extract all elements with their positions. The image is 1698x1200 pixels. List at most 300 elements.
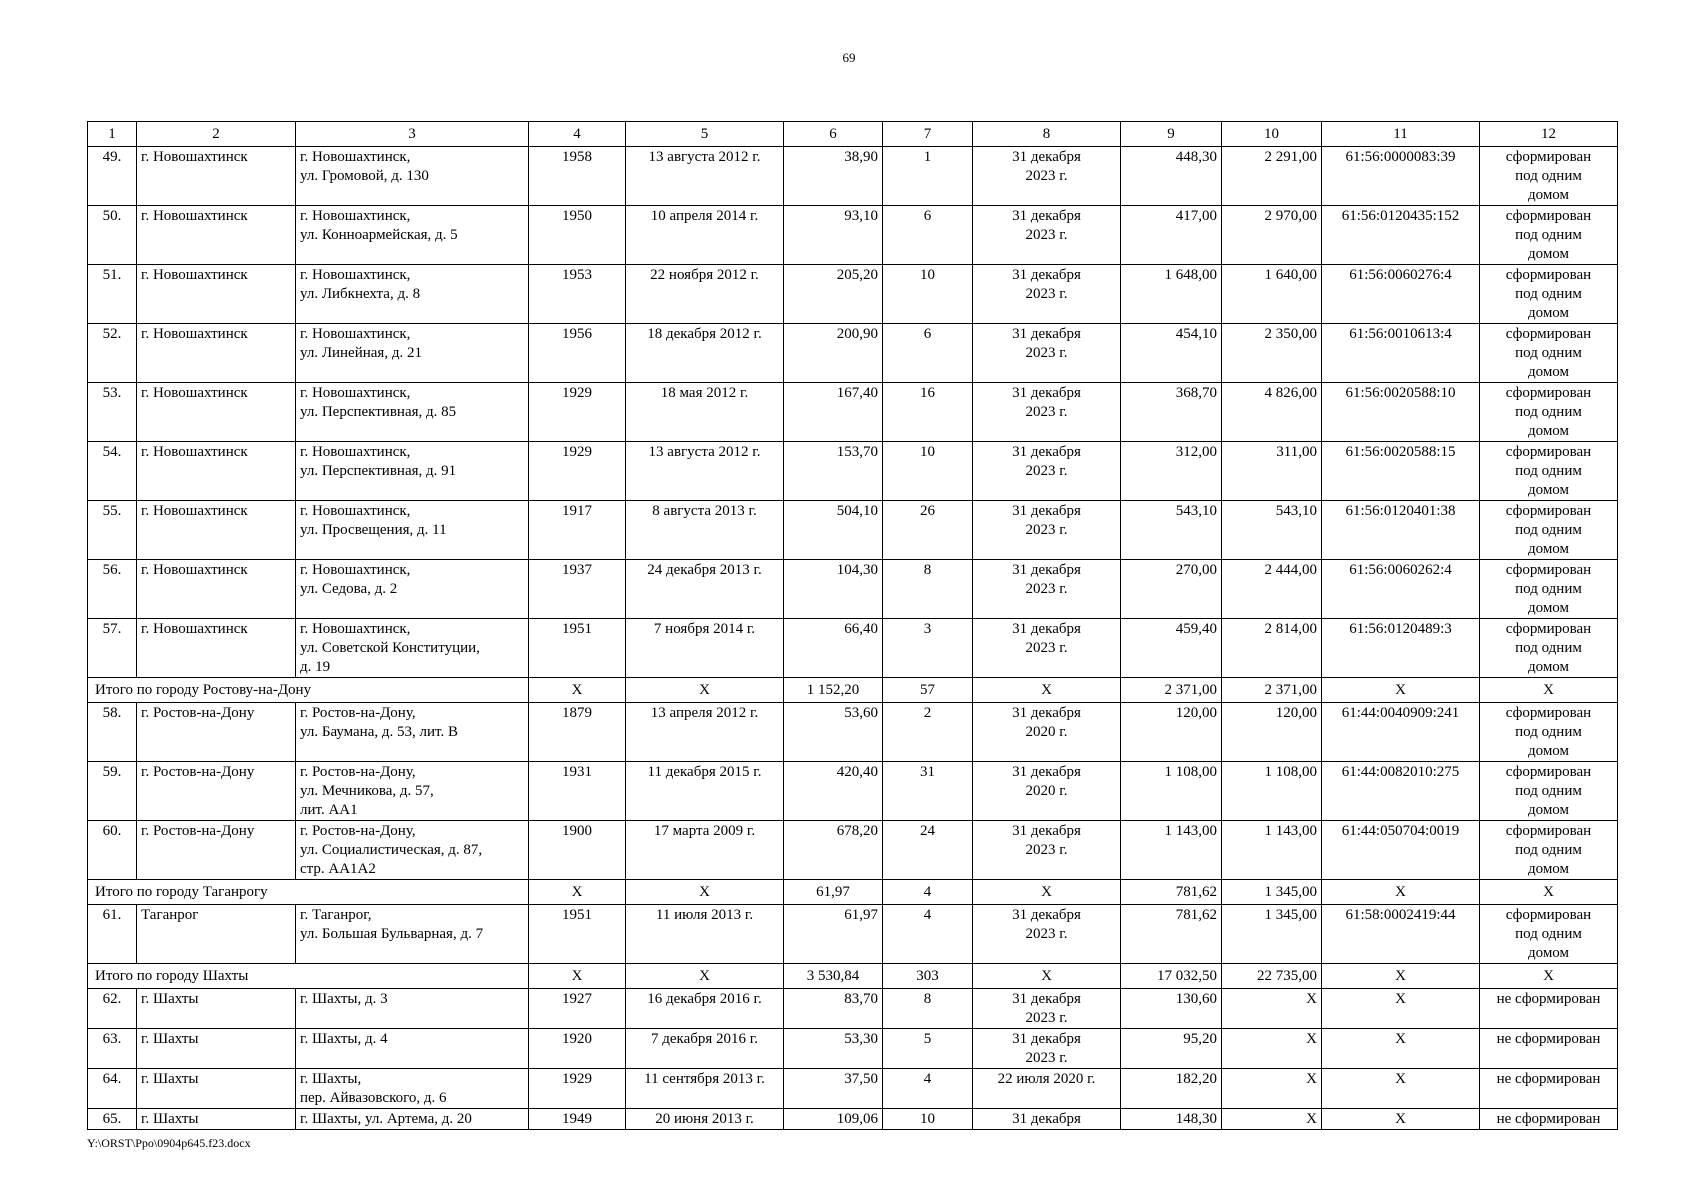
land-plot-status: [1480, 821, 1618, 880]
cadastral-number: Х: [1322, 1109, 1480, 1130]
resettlement-deadline-line: 2020 г.: [1025, 724, 1068, 740]
address-line: г. Новошахтинск,: [300, 385, 411, 401]
year-built: 1949: [529, 1109, 626, 1130]
row-number: 63.: [88, 1029, 137, 1069]
area: 83,70: [784, 989, 883, 1029]
cadastral-number: 61:56:0060276:4: [1322, 265, 1480, 324]
resettlement-deadline: [973, 1029, 1121, 1069]
column-10-value: Х: [1222, 989, 1322, 1029]
municipality: г. Шахты: [137, 1109, 296, 1130]
address-line: г. Новошахтинск,: [300, 503, 411, 519]
land-plot-status: [1480, 383, 1618, 442]
resettlement-deadline: [973, 324, 1121, 383]
total-col-4: Х: [529, 880, 626, 905]
total-area: 1 152,20: [784, 678, 883, 703]
total-col-4: Х: [529, 964, 626, 989]
residents-count: 6: [883, 206, 973, 265]
address-line: г. Новошахтинск,: [300, 267, 411, 283]
resettlement-deadline: [973, 1109, 1121, 1130]
column-10-value: 2 291,00: [1222, 147, 1322, 206]
column-9-value: 130,60: [1121, 989, 1222, 1029]
land-plot-status-line: под одним: [1515, 842, 1582, 858]
cadastral-number: Х: [1322, 989, 1480, 1029]
address-line: д. 19: [300, 659, 331, 675]
column-9-value: 1 648,00: [1121, 265, 1222, 324]
row-number: 62.: [88, 989, 137, 1029]
total-col-8: Х: [973, 964, 1121, 989]
year-built: 1937: [529, 560, 626, 619]
land-plot-status-line: под одним: [1515, 227, 1582, 243]
land-plot-status-line: не сформирован: [1496, 1071, 1601, 1087]
column-9-value: 448,30: [1121, 147, 1222, 206]
cadastral-number: 61:56:0120435:152: [1322, 206, 1480, 265]
land-plot-status: [1480, 1069, 1618, 1109]
address: [296, 442, 529, 501]
land-plot-status-line: сформирован: [1505, 907, 1592, 923]
land-plot-status-line: домом: [1527, 187, 1570, 203]
address: [296, 1029, 529, 1069]
land-plot-status-line: сформирован: [1505, 621, 1592, 637]
municipality: г. Новошахтинск: [137, 501, 296, 560]
land-plot-status-line: домом: [1527, 482, 1570, 498]
total-col-10: 1 345,00: [1222, 880, 1322, 905]
total-col-9: 781,62: [1121, 880, 1222, 905]
total-col-10: 22 735,00: [1222, 964, 1322, 989]
year-built: 1920: [529, 1029, 626, 1069]
housing-register-table: [87, 121, 1618, 1130]
land-plot-status-line: сформирован: [1505, 385, 1592, 401]
area: 93,10: [784, 206, 883, 265]
land-plot-status-line: домом: [1527, 600, 1570, 616]
land-plot-status: [1480, 560, 1618, 619]
total-col-4: Х: [529, 678, 626, 703]
resettlement-deadline-line: 2023 г.: [1025, 522, 1068, 538]
residents-count: 4: [883, 1069, 973, 1109]
table-row: [88, 1029, 1618, 1069]
column-header: 4: [529, 122, 626, 147]
year-built: 1917: [529, 501, 626, 560]
column-9-value: 312,00: [1121, 442, 1222, 501]
row-number: 65.: [88, 1109, 137, 1130]
table-row: [88, 206, 1618, 265]
page-number: 69: [842, 50, 856, 65]
year-built: 1927: [529, 989, 626, 1029]
city-total-row: [88, 964, 1618, 989]
recognition-date: 13 августа 2012 г.: [626, 442, 784, 501]
address: [296, 383, 529, 442]
year-built: 1953: [529, 265, 626, 324]
land-plot-status-line: сформирован: [1505, 562, 1592, 578]
resettlement-deadline-line: 2023 г.: [1025, 463, 1068, 479]
address: [296, 206, 529, 265]
area: 420,40: [784, 762, 883, 821]
land-plot-status-line: под одним: [1515, 404, 1582, 420]
recognition-date: 7 ноября 2014 г.: [626, 619, 784, 678]
address-line: г. Шахты, д. 4: [300, 1031, 388, 1047]
land-plot-status-line: под одним: [1515, 783, 1582, 799]
column-9-value: 368,70: [1121, 383, 1222, 442]
address: [296, 1069, 529, 1109]
land-plot-status-line: сформирован: [1505, 208, 1592, 224]
land-plot-status-line: сформирован: [1505, 503, 1592, 519]
cadastral-number: 61:44:050704:0019: [1322, 821, 1480, 880]
cadastral-number: Х: [1322, 1029, 1480, 1069]
table-row: [88, 383, 1618, 442]
recognition-date: 11 июля 2013 г.: [626, 905, 784, 964]
column-9-value: 1 108,00: [1121, 762, 1222, 821]
resettlement-deadline-line: 31 декабря: [1012, 991, 1081, 1007]
year-built: 1931: [529, 762, 626, 821]
resettlement-deadline-line: 2023 г.: [1025, 345, 1068, 361]
column-number-row: [88, 122, 1618, 147]
land-plot-status: [1480, 762, 1618, 821]
year-built: 1929: [529, 442, 626, 501]
municipality: г. Новошахтинск: [137, 560, 296, 619]
land-plot-status-line: под одним: [1515, 724, 1582, 740]
column-9-value: 781,62: [1121, 905, 1222, 964]
address-line: ул. Линейная, д. 21: [300, 345, 422, 361]
resettlement-deadline-line: 31 декабря: [1012, 1031, 1081, 1047]
column-9-value: 459,40: [1121, 619, 1222, 678]
land-plot-status: [1480, 501, 1618, 560]
row-number: 56.: [88, 560, 137, 619]
cadastral-number: 61:44:0082010:275: [1322, 762, 1480, 821]
total-col-11: Х: [1322, 880, 1480, 905]
resettlement-deadline: [973, 501, 1121, 560]
column-header: 2: [137, 122, 296, 147]
area: 61,97: [784, 905, 883, 964]
residents-count: 16: [883, 383, 973, 442]
address-line: ул. Перспективная, д. 85: [300, 404, 457, 420]
resettlement-deadline: [973, 442, 1121, 501]
address-line: г. Шахты, д. 3: [300, 991, 388, 1007]
area: 205,20: [784, 265, 883, 324]
total-col-9: 2 371,00: [1121, 678, 1222, 703]
land-plot-status-line: под одним: [1515, 581, 1582, 597]
table-row: [88, 265, 1618, 324]
column-10-value: 1 345,00: [1222, 905, 1322, 964]
resettlement-deadline-line: 31 декабря: [1012, 385, 1081, 401]
recognition-date: 17 марта 2009 г.: [626, 821, 784, 880]
year-built: 1900: [529, 821, 626, 880]
municipality: г. Новошахтинск: [137, 265, 296, 324]
area: 109,06: [784, 1109, 883, 1130]
land-plot-status-line: домом: [1527, 246, 1570, 262]
area: 153,70: [784, 442, 883, 501]
row-number: 55.: [88, 501, 137, 560]
resettlement-deadline-line: 2023 г.: [1025, 168, 1068, 184]
municipality: г. Ростов-на-Дону: [137, 821, 296, 880]
total-people: 303: [883, 964, 973, 989]
table-row: [88, 501, 1618, 560]
address-line: г. Ростов-на-Дону,: [300, 823, 416, 839]
address-line: ул. Седова, д. 2: [300, 581, 398, 597]
year-built: 1951: [529, 619, 626, 678]
column-header: 8: [973, 122, 1121, 147]
year-built: 1951: [529, 905, 626, 964]
residents-count: 24: [883, 821, 973, 880]
area: 66,40: [784, 619, 883, 678]
land-plot-status-line: домом: [1527, 743, 1570, 759]
recognition-date: 11 сентября 2013 г.: [626, 1069, 784, 1109]
resettlement-deadline: [973, 560, 1121, 619]
residents-count: 8: [883, 560, 973, 619]
land-plot-status-line: домом: [1527, 423, 1570, 439]
total-label: Итого по городу Шахты: [88, 964, 529, 989]
column-header: 1: [88, 122, 137, 147]
land-plot-status-line: под одним: [1515, 463, 1582, 479]
address-line: г. Шахты,: [300, 1071, 362, 1087]
land-plot-status-line: домом: [1527, 659, 1570, 675]
column-10-value: 2 814,00: [1222, 619, 1322, 678]
resettlement-deadline-line: 2023 г.: [1025, 1050, 1068, 1066]
column-9-value: 543,10: [1121, 501, 1222, 560]
column-header: 3: [296, 122, 529, 147]
address-line: лит. АА1: [300, 802, 358, 818]
column-header: 5: [626, 122, 784, 147]
land-plot-status-line: сформирован: [1505, 823, 1592, 839]
column-10-value: 311,00: [1222, 442, 1322, 501]
address-line: ул. Баумана, д. 53, лит. В: [300, 724, 458, 740]
table-row: [88, 324, 1618, 383]
residents-count: 31: [883, 762, 973, 821]
total-col-12: Х: [1480, 880, 1618, 905]
column-10-value: 1 143,00: [1222, 821, 1322, 880]
table-body: [88, 122, 1618, 1130]
address: [296, 1109, 529, 1130]
resettlement-deadline-line: 2023 г.: [1025, 404, 1068, 420]
resettlement-deadline: [973, 1069, 1121, 1109]
address-line: пер. Айвазовского, д. 6: [300, 1090, 447, 1106]
address-line: г. Ростов-на-Дону,: [300, 764, 416, 780]
table-row: [88, 1109, 1618, 1130]
resettlement-deadline-line: 31 декабря: [1012, 764, 1081, 780]
total-col-12: Х: [1480, 964, 1618, 989]
column-10-value: Х: [1222, 1069, 1322, 1109]
land-plot-status: [1480, 1029, 1618, 1069]
table-row: [88, 619, 1618, 678]
land-plot-status-line: под одним: [1515, 640, 1582, 656]
land-plot-status: [1480, 324, 1618, 383]
address-line: ул. Просвещения, д. 11: [300, 522, 447, 538]
address: [296, 989, 529, 1029]
resettlement-deadline-line: 31 декабря: [1012, 562, 1081, 578]
resettlement-deadline-line: 31 декабря: [1012, 326, 1081, 342]
recognition-date: 18 декабря 2012 г.: [626, 324, 784, 383]
land-plot-status-line: сформирован: [1505, 764, 1592, 780]
total-people: 4: [883, 880, 973, 905]
area: 37,50: [784, 1069, 883, 1109]
column-10-value: 1 640,00: [1222, 265, 1322, 324]
land-plot-status-line: домом: [1527, 802, 1570, 818]
resettlement-deadline-line: 22 июля 2020 г.: [997, 1071, 1096, 1087]
recognition-date: 24 декабря 2013 г.: [626, 560, 784, 619]
land-plot-status-line: сформирован: [1505, 267, 1592, 283]
row-number: 51.: [88, 265, 137, 324]
address: [296, 821, 529, 880]
resettlement-deadline: [973, 265, 1121, 324]
municipality: г. Новошахтинск: [137, 383, 296, 442]
land-plot-status: [1480, 206, 1618, 265]
total-col-5: Х: [626, 880, 784, 905]
address-line: стр. АА1А2: [300, 861, 376, 877]
address: [296, 147, 529, 206]
row-number: 60.: [88, 821, 137, 880]
column-9-value: 417,00: [1121, 206, 1222, 265]
column-10-value: 2 970,00: [1222, 206, 1322, 265]
city-total-row: [88, 880, 1618, 905]
residents-count: 8: [883, 989, 973, 1029]
address: [296, 905, 529, 964]
recognition-date: 13 апреля 2012 г.: [626, 703, 784, 762]
residents-count: 4: [883, 905, 973, 964]
total-col-5: Х: [626, 678, 784, 703]
address-line: г. Новошахтинск,: [300, 149, 411, 165]
address-line: г. Новошахтинск,: [300, 326, 411, 342]
address-line: г. Новошахтинск,: [300, 444, 411, 460]
resettlement-deadline-line: 31 декабря: [1012, 444, 1081, 460]
row-number: 58.: [88, 703, 137, 762]
land-plot-status-line: не сформирован: [1496, 991, 1601, 1007]
cadastral-number: 61:56:0010613:4: [1322, 324, 1480, 383]
year-built: 1956: [529, 324, 626, 383]
column-10-value: 1 108,00: [1222, 762, 1322, 821]
residents-count: 10: [883, 1109, 973, 1130]
year-built: 1879: [529, 703, 626, 762]
address-line: ул. Большая Бульварная, д. 7: [300, 926, 484, 942]
total-col-5: Х: [626, 964, 784, 989]
municipality: г. Ростов-на-Дону: [137, 762, 296, 821]
resettlement-deadline-line: 31 декабря: [1012, 1111, 1081, 1127]
resettlement-deadline-line: 31 декабря: [1012, 149, 1081, 165]
residents-count: 26: [883, 501, 973, 560]
resettlement-deadline-line: 31 декабря: [1012, 503, 1081, 519]
address: [296, 324, 529, 383]
cadastral-number: 61:58:0002419:44: [1322, 905, 1480, 964]
resettlement-deadline-line: 2023 г.: [1025, 581, 1068, 597]
address: [296, 619, 529, 678]
area: 104,30: [784, 560, 883, 619]
resettlement-deadline: [973, 383, 1121, 442]
total-col-9: 17 032,50: [1121, 964, 1222, 989]
total-area: 61,97: [784, 880, 883, 905]
municipality: г. Ростов-на-Дону: [137, 703, 296, 762]
table-row: [88, 560, 1618, 619]
table-row: [88, 1069, 1618, 1109]
address-line: ул. Социалистическая, д. 87,: [300, 842, 483, 858]
column-header: 10: [1222, 122, 1322, 147]
residents-count: 10: [883, 442, 973, 501]
residents-count: 10: [883, 265, 973, 324]
area: 167,40: [784, 383, 883, 442]
column-10-value: 543,10: [1222, 501, 1322, 560]
recognition-date: 22 ноября 2012 г.: [626, 265, 784, 324]
land-plot-status: [1480, 1109, 1618, 1130]
address: [296, 501, 529, 560]
column-header: 9: [1121, 122, 1222, 147]
residents-count: 6: [883, 324, 973, 383]
cadastral-number: 61:56:0020588:15: [1322, 442, 1480, 501]
area: 504,10: [784, 501, 883, 560]
resettlement-deadline-line: 2023 г.: [1025, 926, 1068, 942]
land-plot-status: [1480, 703, 1618, 762]
municipality: г. Новошахтинск: [137, 619, 296, 678]
resettlement-deadline-line: 31 декабря: [1012, 907, 1081, 923]
address: [296, 560, 529, 619]
address: [296, 265, 529, 324]
resettlement-deadline-line: 2023 г.: [1025, 286, 1068, 302]
land-plot-status-line: сформирован: [1505, 705, 1592, 721]
resettlement-deadline-line: 31 декабря: [1012, 823, 1081, 839]
area: 38,90: [784, 147, 883, 206]
column-9-value: 454,10: [1121, 324, 1222, 383]
column-10-value: 2 444,00: [1222, 560, 1322, 619]
address-line: г. Таганрог,: [300, 907, 372, 923]
recognition-date: 8 августа 2013 г.: [626, 501, 784, 560]
total-col-12: Х: [1480, 678, 1618, 703]
column-header: 7: [883, 122, 973, 147]
address-line: г. Новошахтинск,: [300, 208, 411, 224]
column-9-value: 95,20: [1121, 1029, 1222, 1069]
year-built: 1929: [529, 383, 626, 442]
row-number: 61.: [88, 905, 137, 964]
column-9-value: 120,00: [1121, 703, 1222, 762]
land-plot-status-line: не сформирован: [1496, 1111, 1601, 1127]
row-number: 53.: [88, 383, 137, 442]
row-number: 54.: [88, 442, 137, 501]
area: 53,60: [784, 703, 883, 762]
resettlement-deadline-line: 31 декабря: [1012, 705, 1081, 721]
address-line: г. Новошахтинск,: [300, 562, 411, 578]
address-line: ул. Мечникова, д. 57,: [300, 783, 434, 799]
table-row: [88, 905, 1618, 964]
total-people: 57: [883, 678, 973, 703]
address-line: ул. Советской Конституции,: [300, 640, 480, 656]
total-col-10: 2 371,00: [1222, 678, 1322, 703]
residents-count: 2: [883, 703, 973, 762]
address: [296, 762, 529, 821]
total-col-11: Х: [1322, 678, 1480, 703]
year-built: 1950: [529, 206, 626, 265]
total-label: Итого по городу Таганрогу: [88, 880, 529, 905]
land-plot-status-line: под одним: [1515, 168, 1582, 184]
resettlement-deadline-line: 2023 г.: [1025, 227, 1068, 243]
year-built: 1929: [529, 1069, 626, 1109]
total-col-8: Х: [973, 678, 1121, 703]
city-total-row: [88, 678, 1618, 703]
recognition-date: 13 августа 2012 г.: [626, 147, 784, 206]
table-row: [88, 442, 1618, 501]
row-number: 64.: [88, 1069, 137, 1109]
land-plot-status-line: домом: [1527, 305, 1570, 321]
address-line: г. Новошахтинск,: [300, 621, 411, 637]
column-header: 12: [1480, 122, 1618, 147]
land-plot-status-line: домом: [1527, 364, 1570, 380]
table-row: [88, 703, 1618, 762]
column-9-value: 148,30: [1121, 1109, 1222, 1130]
resettlement-deadline-line: 31 декабря: [1012, 208, 1081, 224]
land-plot-status-line: сформирован: [1505, 444, 1592, 460]
area: 200,90: [784, 324, 883, 383]
total-label: Итого по городу Ростову-на-Дону: [88, 678, 529, 703]
land-plot-status: [1480, 905, 1618, 964]
column-10-value: 2 350,00: [1222, 324, 1322, 383]
resettlement-deadline: [973, 821, 1121, 880]
residents-count: 5: [883, 1029, 973, 1069]
column-10-value: 4 826,00: [1222, 383, 1322, 442]
land-plot-status: [1480, 989, 1618, 1029]
column-header: 11: [1322, 122, 1480, 147]
